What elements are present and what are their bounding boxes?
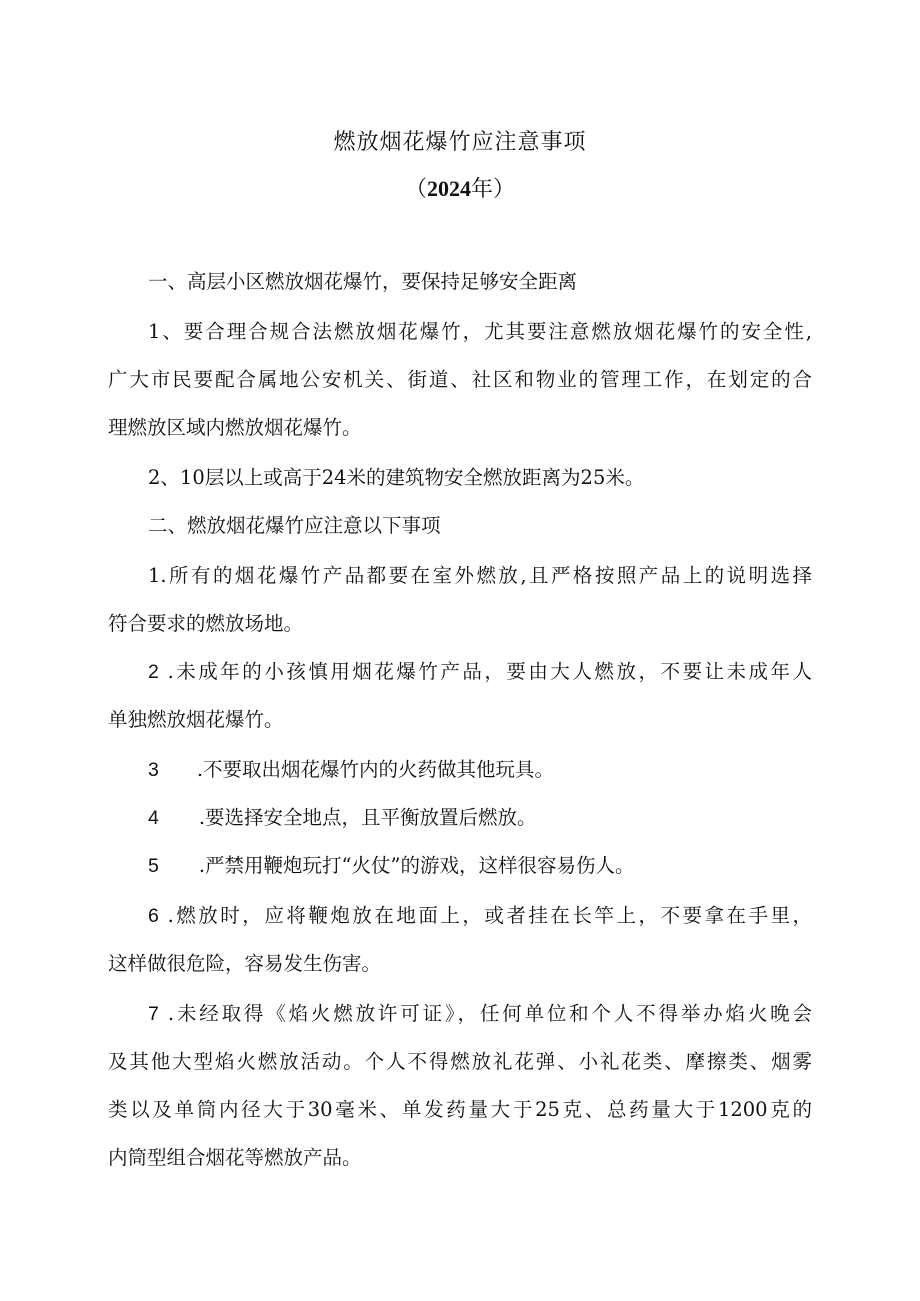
section1-item1-line3: 理燃放区域内燃放烟花爆竹。 bbox=[108, 416, 362, 439]
section2-item3 bbox=[148, 756, 812, 784]
section2-item6-number: 6 bbox=[148, 905, 159, 927]
subtitle-year: 2024 bbox=[427, 176, 471, 201]
section2-item2-line2: 单独燃放烟花爆竹。 bbox=[108, 708, 284, 731]
section2-item4-text: .要选择安全地点，且平衡放置后燃放。 bbox=[198, 806, 537, 829]
subtitle-close: 年） bbox=[471, 177, 516, 202]
section2-item6-text: .燃放时，应将鞭炮放在地面上，或者挂在长竿上，不要拿在手里， bbox=[167, 904, 812, 927]
section1-heading: 一、高层小区燃放烟花爆竹，要保持足够安全距离 bbox=[148, 270, 578, 293]
section1-item1-line2: 广大市民要配合属地公安机关、街道、社区和物业的管理工作，在划定的合 bbox=[108, 368, 812, 391]
section2-item7-line3: 类以及单筒内径大于30毫米、单发药量大于25克、总药量大于1200克的 bbox=[108, 1098, 812, 1121]
section2-item2-text: .未成年的小孩慎用烟花爆竹产品，要由大人燃放，不要让未成年人 bbox=[167, 660, 812, 683]
document-subtitle bbox=[0, 174, 920, 205]
document-title: 燃放烟花爆竹应注意事项 bbox=[333, 130, 587, 155]
section2-item3-text: .不要取出烟花爆竹内的火药做其他玩具。 bbox=[196, 758, 555, 781]
section2-item4-number: 4 bbox=[148, 807, 159, 829]
section2-item5-text: .严禁用鞭炮玩打“火仗”的游戏，这样很容易伤人。 bbox=[198, 854, 635, 877]
section2-item7-line1 bbox=[148, 1000, 812, 1028]
section2-item5-number: 5 bbox=[148, 855, 159, 877]
section2-heading: 二、燃放烟花爆竹应注意以下事项 bbox=[148, 514, 441, 537]
section2-item7-line4: 内筒型组合烟花等燃放产品。 bbox=[108, 1146, 362, 1169]
section2-item7-text: .未经取得《焰火燃放许可证》，任何单位和个人不得举办焰火晚会 bbox=[167, 1002, 812, 1025]
section2-item6-line2: 这样做很危险，容易发生伤害。 bbox=[108, 952, 382, 975]
section2-item4 bbox=[148, 804, 812, 832]
section2-item6-line1 bbox=[148, 902, 812, 930]
section2-item2-number: 2 bbox=[148, 661, 159, 683]
section2-item1-line2: 符合要求的燃放场地。 bbox=[108, 612, 304, 635]
section2-item7-line2: 及其他大型焰火燃放活动。个人不得燃放礼花弹、小礼花类、摩擦类、烟雾 bbox=[108, 1050, 812, 1073]
section2-item7-number: 7 bbox=[148, 1003, 159, 1025]
section1-item2: 2、10层以上或高于24米的建筑物安全燃放距离为25米。 bbox=[148, 466, 645, 489]
section2-item2-line1 bbox=[148, 658, 812, 686]
section1-item1-line1: 1、要合理合规合法燃放烟花爆竹，尤其要注意燃放烟花爆竹的安全性, bbox=[148, 320, 812, 343]
section2-item1-line1: 1.所有的烟花爆竹产品都要在室外燃放,且严格按照产品上的说明选择 bbox=[148, 564, 812, 587]
section2-item5 bbox=[148, 852, 812, 880]
section2-item3-number: 3 bbox=[148, 759, 159, 781]
subtitle-open: （ bbox=[404, 177, 427, 202]
